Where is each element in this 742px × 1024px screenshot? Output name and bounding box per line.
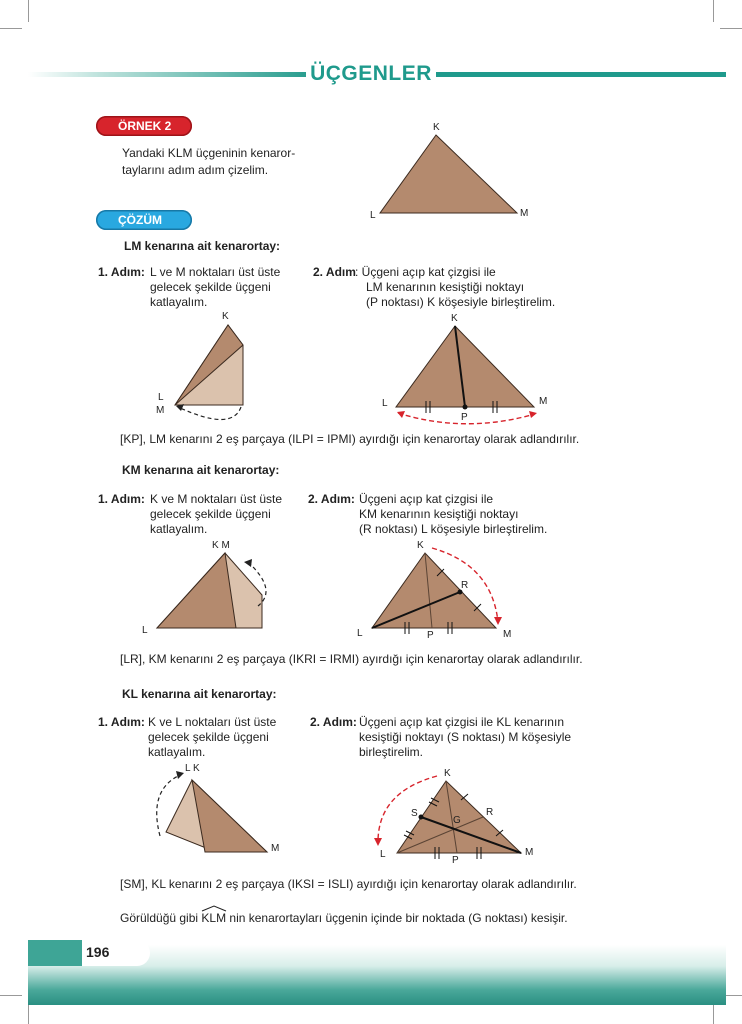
section2-step1-line3: katlayalım. — [150, 522, 208, 536]
section2-conclusion: [LR], KM kenarını 2 eş parçaya (IKRI = IRMI) ayırdığı için kenarortay olarak adlandırılır. — [120, 652, 583, 666]
section1-fig2-vertex-m: M — [539, 396, 548, 407]
section2-step1-line2: gelecek şekilde üçgeni — [150, 507, 271, 521]
section2-fig2-vertex-k: K — [417, 540, 424, 551]
section1-heading: LM kenarına ait kenarortay: — [124, 239, 281, 253]
section3-step1-line3: katlayalım. — [148, 745, 206, 759]
section3-heading: KL kenarına ait kenarortay: — [122, 687, 277, 701]
final-note-angle — [201, 911, 226, 926]
section2-step1-line1: K ve M noktaları üst üste — [150, 492, 283, 506]
section3-fig2-point-r: R — [486, 807, 494, 818]
section3-step1-line2: gelecek şekilde üçgeni — [148, 730, 269, 744]
example-text-line2: taylarını adım adım çizelim. — [122, 163, 269, 177]
section1-fig1-vertex-l: L — [158, 392, 164, 403]
section1-fig2-vertex-l: L — [382, 398, 388, 409]
section1-step2-label: 2. Adım — [313, 265, 356, 279]
section2-step1-label: 1. Adım: — [98, 492, 145, 506]
final-note-after: nin kenarortayları üçgenin içinde bir noktada (G noktası) kesişir. — [226, 911, 568, 925]
section1-fig1-vertex-k: K — [222, 311, 229, 322]
section3-step2-line1: Üçgeni açıp kat çizgisi ile KL kenarının — [359, 715, 564, 729]
section3-step2-line3: birleştirelim. — [359, 745, 424, 759]
section2-fig1-vertex-l: L — [142, 625, 148, 636]
section3-fig2-point-s: S — [411, 808, 418, 819]
section2-fig2-vertex-l: L — [357, 628, 363, 639]
section3-fig1-vertices-lk: L K — [185, 763, 200, 774]
section3-fig2-vertex-m: M — [525, 847, 534, 858]
section3-fig2-vertex-k: K — [444, 768, 451, 779]
section1-step2-line3: (P noktası) K köşesiyle birleştirelim. — [366, 295, 556, 309]
section2-heading: KM kenarına ait kenarortay: — [122, 463, 280, 477]
section3-step2-label: 2. Adım: — [310, 715, 357, 729]
page-tab-accent — [28, 940, 82, 966]
example-text-line1: Yandaki KLM üçgeninin kenaror- — [122, 146, 296, 160]
main-triangle-vertex-l: L — [370, 210, 376, 221]
section3-fig2-vertex-l: L — [380, 849, 386, 860]
section2-fig2-point-p: P — [427, 630, 434, 641]
section1-step1-line2: gelecek şekilde üçgeni — [150, 280, 271, 294]
section3-conclusion: [SM], KL kenarını 2 eş parçaya (IKSI = ISLI) ayırdığı için kenarortay olarak adlandırılır. — [120, 877, 577, 891]
example-badge: ÖRNEK 2 — [96, 116, 192, 136]
section1-conclusion: [KP], LM kenarını 2 eş parçaya (ILPI = IPMI) ayırdığı için kenarortay olarak adlandırılır. — [120, 432, 580, 446]
section3-step1-line1: K ve L noktaları üst üste — [148, 715, 277, 729]
page-title: ÜÇGENLER — [310, 62, 432, 85]
page-number: 196 — [86, 944, 110, 960]
section1-fig1-vertex-m: M — [156, 405, 165, 416]
main-triangle-vertex-k: K — [433, 122, 440, 133]
angle-hat-icon — [201, 905, 227, 912]
main-triangle-vertex-m: M — [520, 208, 529, 219]
section1-step2-line2: LM kenarının kesiştiği noktayı — [366, 280, 525, 294]
section2-fig2-vertex-m: M — [503, 629, 512, 640]
final-note-before: Görüldüğü gibi — [120, 911, 202, 925]
section2-fig2-point-r: R — [461, 580, 469, 591]
section1-step1-line1: L ve M noktaları üst üste — [150, 265, 281, 279]
section2-step2-line1: Üçgeni açıp kat çizgisi ile — [359, 492, 494, 506]
section2-step2-line2: KM kenarının kesiştiği noktayı — [359, 507, 519, 521]
section3-fig2-point-p: P — [452, 855, 459, 866]
section1-step2-line1: : Üçgeni açıp kat çizgisi ile — [355, 265, 496, 279]
section3-fig2-point-g: G — [453, 815, 461, 826]
section3-step2-line2: kesiştiği noktayı (S noktası) M köşesiyle — [359, 730, 572, 744]
section1-step1-line3: katlayalım. — [150, 295, 208, 309]
section1-step1-label: 1. Adım: — [98, 265, 145, 279]
section1-fig2-point-p: P — [461, 412, 468, 423]
section1-fig2-vertex-k: K — [451, 313, 458, 324]
final-note — [120, 911, 568, 926]
section3-fig1-vertex-m: M — [271, 843, 280, 854]
final-note-angle-text: KLM — [201, 911, 227, 925]
section2-step2-line3: (R noktası) L köşesiyle birleştirelim. — [359, 522, 548, 536]
section2-fig1-vertices-km: K M — [212, 540, 230, 551]
section2-step2-label: 2. Adım: — [308, 492, 355, 506]
solution-badge: ÇÖZÜM — [96, 210, 192, 230]
section3-step1-label: 1. Adım: — [98, 715, 145, 729]
